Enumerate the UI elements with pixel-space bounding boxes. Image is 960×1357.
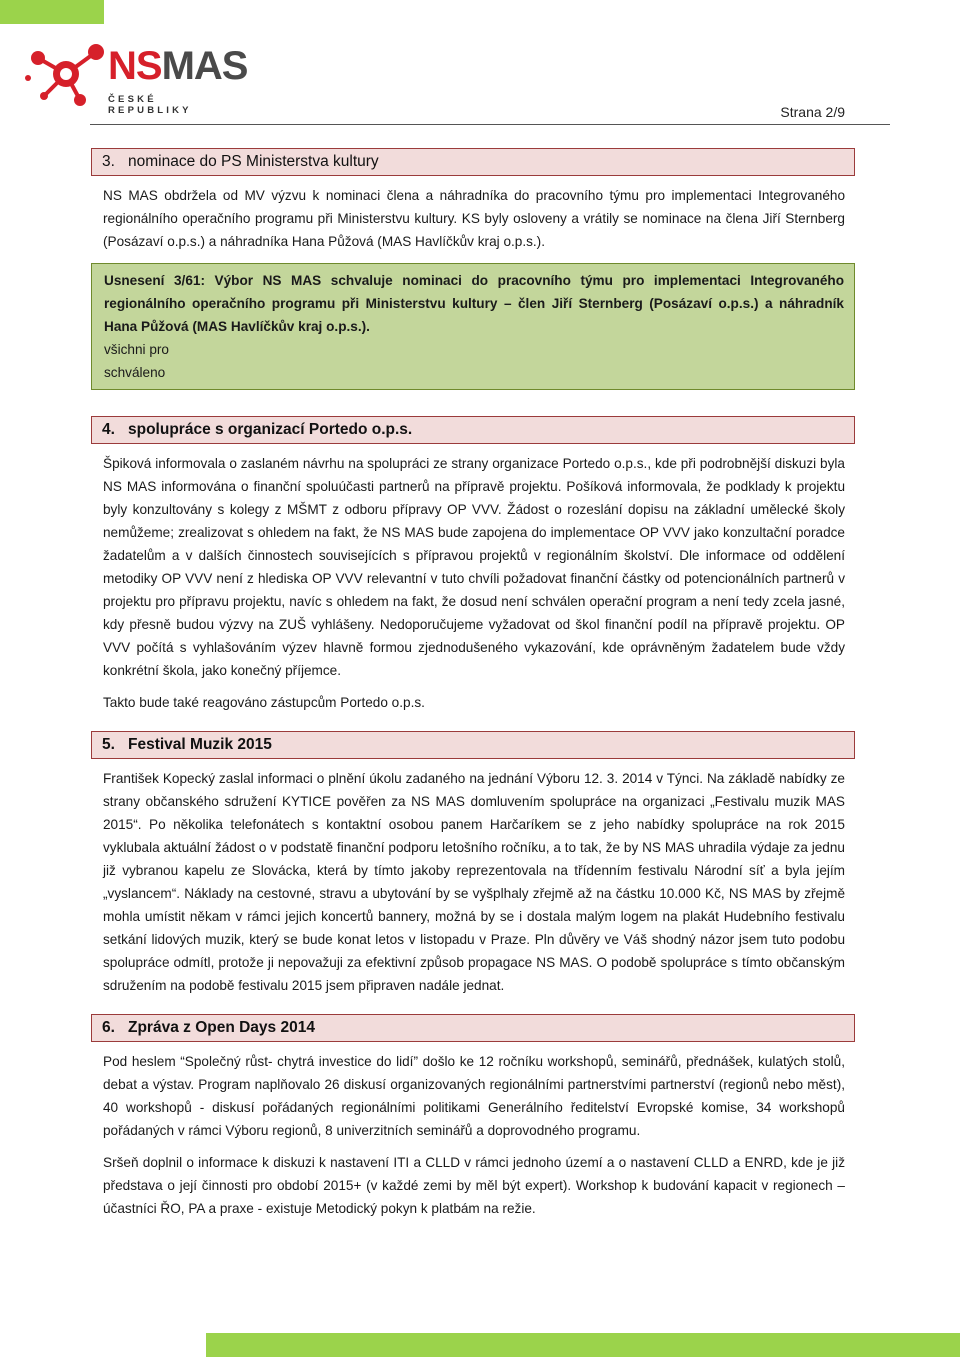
logo-wordmark: [108, 42, 247, 90]
section-heading-4: [91, 416, 855, 444]
resolution-result: schváleno: [104, 365, 166, 380]
resolution-vote: všichni pro: [104, 342, 169, 357]
section-title: Zpráva z Open Days 2014: [128, 1019, 315, 1036]
resolution-text: Usnesení 3/61: Výbor NS MAS schvaluje nominaci do pracovního týmu pro implementaci Integrovaného regionálního operačního programu při Ministerstvu kultury – člen Jiří Sternberg (Posázaví o.p.s.) a náhradník Hana Půžová (MAS Havlíčkův kraj o.p.s.).: [104, 273, 844, 334]
paragraph: František Kopecký zaslal informaci o plnění úkolu zadaného na jednání Výboru 12. 3. 2014 v Týnci. Na základě nabídky ze strany občanského sdružení KYTICE pověřen za NS MAS domluvením spolupráce na organizaci „Festivalu muzik MAS 2015“. Po několika telefonátech s kontaktní osobou panem Harčaríkem se z jeho nabídky spolupráce na rok 2015 vyklubala aktuální žádost o v podstatě finanční podporu letošního ročníku, a to tak, že by NS MAS uhradila výdaje za jednu již vybranou kapelu ze Slovácka, která by tímto jakoby reprezentovala na třídenním festivalu Národní síť a byla jejím „vyslancem“. Náklady na cestovné, stravu a ubytování by se vyšplhaly zřejmě až na částku 10.000 Kč, NS MAS by zřejmě mohla umístit někam v rámci jejich koncertů bannery, možná by se i dostala malým logem na plakát Hudebního festivalu setkání lidových muzik, který se bude konat letos v listopadu v Praze. Pln důvěry ve Váš shodný názor jsem tuto podobu spolupráce odmítl, protože ji nepovažuji za efektivní způsob propagace NS MAS. O podobě spolupráce s tímto občanským sdružením na podobě festivalu 2015 jsem připraven nadále jednat.: [103, 771, 845, 993]
resolution-box: [91, 263, 855, 390]
section-heading-3: [91, 148, 855, 176]
section-number: 6.: [102, 1019, 115, 1036]
section-number: 5.: [102, 736, 115, 753]
page-number: Strana 2/9: [780, 104, 845, 120]
paragraph: Pod heslem “Společný růst- chytrá investice do lidí” došlo ke 12 ročníku workshopů, seminářů, přednášek, kulatých stolů, debat a výstav. Program naplňovalo 26 diskusí organizovaných regionálními partnerstvími partnerství (regionů nebo měst), 40 workshopů - diskusí pořádaných regionálními politikami Generálního ředitelství Evropské komise, 34 workshopů pořádaných v rámci Výboru regionů, 8 univerzitních seminářů a doprovodného programu.: [103, 1054, 845, 1138]
document-body: [103, 148, 845, 1229]
header-divider: [90, 124, 890, 125]
nsmas-logo: [22, 38, 248, 116]
paragraph: NS MAS obdržela od MV výzvu k nominaci člena a náhradníka do pracovního týmu pro implementaci Integrovaného regionálního operačního programu při Ministerstvu kultury. KS byly osloveny a vrátily se nominace na člena Jiří Sternberg (Posázaví o.p.s.) a náhradníka Hana Půžová (MAS Havlíčkův kraj o.p.s.).: [103, 188, 845, 249]
section-title: nominace do PS Ministerstva kultury: [128, 153, 379, 170]
logo-ns: NS: [108, 44, 162, 88]
corner-decoration-top: [0, 0, 104, 24]
section-title: Festival Muzik 2015: [128, 736, 272, 753]
section-heading-6: [91, 1014, 855, 1042]
section-number: 3.: [102, 153, 115, 170]
logo-mas: MAS: [161, 44, 248, 88]
corner-decoration-bottom: [206, 1333, 960, 1357]
section-title: spolupráce s organizací Portedo o.p.s.: [128, 421, 413, 438]
logo-subtitle: ČESKÉ REPUBLIKY: [108, 94, 192, 116]
paragraph: Takto bude také reagováno zástupcům Portedo o.p.s.: [103, 695, 425, 710]
paragraph: Sršeň doplnil o informace k diskuzi k nastavení ITI a CLLD v rámci jednoho území a o nastavení CLLD a ENRD, kde je již představa o její činnosti pro období 2015+ (v každé zemi by měl být expert). Workshop k budování kapacit v regionech – účastníci ŘO, PA a praxe - existuje Metodický pokyn k platbám na režie.: [103, 1155, 845, 1216]
molecule-icon: [22, 38, 112, 112]
section-heading-5: [91, 731, 855, 759]
section-number: 4.: [102, 421, 115, 438]
paragraph: Špiková informovala o zaslaném návrhu na spolupráci ze strany organizace Portedo o.p.s., kde při podrobnější diskuzi byla NS MAS informována o finanční spoluúčasti partnerů na přípravě projektu. Pošíková informovala, že podklady k projektu byly konzultovány s kolegy z MŠMT z odboru přípravy OP VVV. Žádost o rozeslání dopisu na základní umělecké školy nemůžeme; zrealizovat s ohledem na fakt, že NS MAS bude zapojena do implementace OP VVV jako konzultační poradce žadatelům a v dalších činnostech souvisejících s přípravou projektů v regionálním školství. Dle informace od oddělení metodiky OP VVV není z hlediska OP VVV relevantní v tuto chvíli požadovat finanční částky od potencionálních partnerů v projektu pro přípravu projektu, navíc s ohledem na fakt, že dosud není schválen operační program a není tedy zcela jasné, kdy přesně budou výzvy na ZUŠ vyhlášeny. Nedoporučujeme vyžadovat od škol finanční podíl na přípravě projektu. OP VVV počítá s vyhlašováním výzev hlavně formou zjednodušeného vykazování, kde oprávněným žadatelem bude vždy konkrétní škola, jako konečný příjemce.: [103, 456, 845, 678]
